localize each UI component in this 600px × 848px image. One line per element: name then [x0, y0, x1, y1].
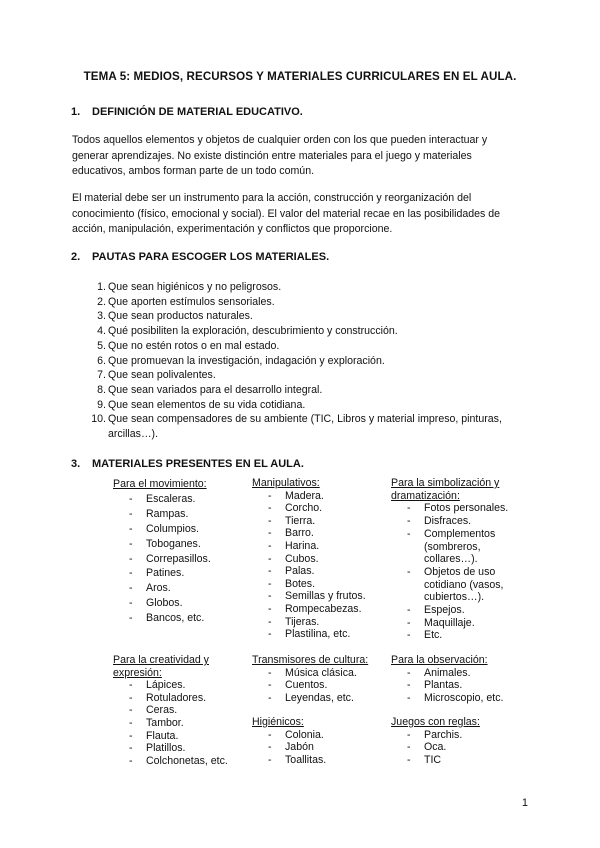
material-item: - Platillos. [113, 742, 228, 755]
material-item: - Botes. [252, 578, 366, 591]
list-item: 8. Que sean variados para el desarrollo integral. [97, 383, 323, 396]
section-number: 1. [71, 106, 81, 118]
group-heading: dramatización: [391, 489, 460, 502]
material-item: - Tambor. [113, 717, 228, 730]
material-item: - Flauta. [113, 730, 228, 743]
materials-transmisores [252, 654, 368, 704]
criteria-list [72, 280, 532, 442]
group-heading: expresión: [113, 666, 162, 679]
material-item: - Globos. [113, 596, 211, 611]
material-item: - Correpasillos. [113, 552, 211, 567]
section-number: 2. [71, 251, 81, 263]
material-item: - TIC [391, 754, 480, 767]
material-item: - Barro. [252, 527, 366, 540]
list-item: 9. Que sean elementos de su vida cotidiana. [97, 398, 306, 411]
material-item: - Lápices. [113, 679, 228, 692]
section-title: MATERIALES PRESENTES EN EL AULA. [92, 458, 304, 470]
section-2-heading [71, 251, 330, 263]
list-item: 6. Que promuevan la investigación, indagación y exploración. [97, 354, 385, 367]
material-item: - Semillas y frutos. [252, 590, 366, 603]
paragraph-line: acción, manipulación, experimentación y conflictos que proporcione. [72, 223, 393, 235]
list-item: 7. Que sean polivalentes. [97, 369, 216, 382]
material-item: - Corcho. [252, 502, 366, 515]
definition-paragraph-1 [72, 133, 529, 180]
material-item: - Leyendas, etc. [252, 692, 368, 705]
material-item: - Tierra. [252, 515, 366, 528]
material-item: - Animales. [391, 667, 503, 680]
group-heading: Transmisores de cultura: [252, 654, 369, 666]
material-item: - Maquillaje. [391, 617, 508, 630]
section-title: DEFINICIÓN DE MATERIAL EDUCATIVO. [92, 106, 303, 118]
material-item: - Ceras. [113, 704, 228, 717]
material-item: - Rampas. [113, 507, 211, 522]
materials-manipulativos [252, 477, 366, 641]
material-item: - Madera. [252, 490, 366, 503]
materials-simbolizacion [391, 477, 508, 642]
material-item: - Fotos personales. [391, 502, 508, 515]
material-item: - Complementos (sombreros, collares…). [391, 528, 508, 566]
materials-creatividad [113, 654, 228, 767]
materials-juegos [391, 716, 480, 766]
group-heading: Juegos con reglas: [391, 716, 480, 728]
material-item: - Plastilina, etc. [252, 628, 366, 641]
material-item: - Jabón [252, 741, 326, 754]
list-item: 2. Que aporten estímulos sensoriales. [97, 295, 275, 308]
section-3-heading [71, 458, 304, 470]
paragraph-line: conocimiento (físico, emocional y social). El valor del material recae en las posibilidades de [72, 207, 501, 220]
paragraph-line: educativos, ambos forman parte de un todo común. [72, 165, 315, 177]
paragraph-line: generar aprendizajes. No existe distinción entre materiales para el juego y materiales [72, 149, 472, 162]
material-item: - Cubos. [252, 553, 366, 566]
material-item: - Música clásica. [252, 667, 368, 680]
material-item: - Harina. [252, 540, 366, 553]
material-item: - Oca. [391, 741, 480, 754]
group-heading: Para la simbolización y [391, 477, 500, 489]
list-item: 10. Que sean compensadores de su ambiente (TIC, Libros y material impreso, pinturas, [91, 413, 502, 426]
definition-paragraph-2 [72, 191, 529, 238]
materials-higienicos [252, 716, 326, 766]
material-item: - Tijeras. [252, 616, 366, 629]
material-item: - Patines. [113, 566, 211, 581]
material-item: - Espejos. [391, 604, 508, 617]
section-title: PAUTAS PARA ESCOGER LOS MATERIALES. [92, 251, 330, 263]
material-item: - Bancos, etc. [113, 611, 211, 626]
list-item-continuation: arcillas…). [108, 428, 159, 441]
list-item: 5. Que no estén rotos o en mal estado. [97, 339, 280, 352]
material-item: - Plantas. [391, 679, 503, 692]
section-1-heading [71, 106, 303, 118]
material-item: - Toboganes. [113, 537, 211, 552]
document-title: TEMA 5: MEDIOS, RECURSOS Y MATERIALES CURRICULARES EN EL AULA. [83, 70, 517, 83]
material-item: - Etc. [391, 629, 508, 642]
material-item: - Objetos de uso cotidiano (vasos, cubiertos…). [391, 566, 508, 604]
material-item: - Parchis. [391, 729, 480, 742]
group-heading: Manipulativos: [252, 477, 320, 489]
paragraph-line: Todos aquellos elementos y objetos de cualquier orden con los que pueden interactuar y [72, 134, 488, 146]
material-item: - Aros. [113, 581, 211, 596]
material-item: - Colchonetas, etc. [113, 755, 228, 768]
material-item: - Columpios. [113, 522, 211, 537]
page-number: 1 [521, 797, 528, 809]
material-item: - Toallitas. [252, 754, 326, 767]
paragraph-line: El material debe ser un instrumento para la acción, construcción y reorganización del [72, 192, 472, 204]
group-heading: Para la creatividad y [113, 654, 209, 666]
material-item: - Escaleras. [113, 492, 211, 507]
group-heading: Para el movimiento: [113, 478, 207, 490]
materials-observacion [391, 654, 503, 704]
section-number: 3. [71, 458, 81, 470]
material-item: - Palas. [252, 565, 366, 578]
material-item: - Disfraces. [391, 515, 508, 528]
material-item: - Cuentos. [252, 679, 368, 692]
group-heading: Para la observación: [391, 654, 488, 666]
material-item: - Rotuladores. [113, 692, 228, 705]
list-item: 1. Que sean higiénicos y no peligrosos. [97, 281, 282, 293]
list-item: 4. Qué posibiliten la exploración, descubrimiento y construcción. [97, 325, 398, 338]
material-item: - Colonia. [252, 729, 326, 742]
materials-movimiento [113, 477, 211, 626]
list-item: 3. Que sean productos naturales. [97, 310, 253, 323]
group-heading: Higiénicos: [252, 716, 304, 728]
material-item: - Microscopio, etc. [391, 692, 503, 705]
material-item: - Rompecabezas. [252, 603, 366, 616]
